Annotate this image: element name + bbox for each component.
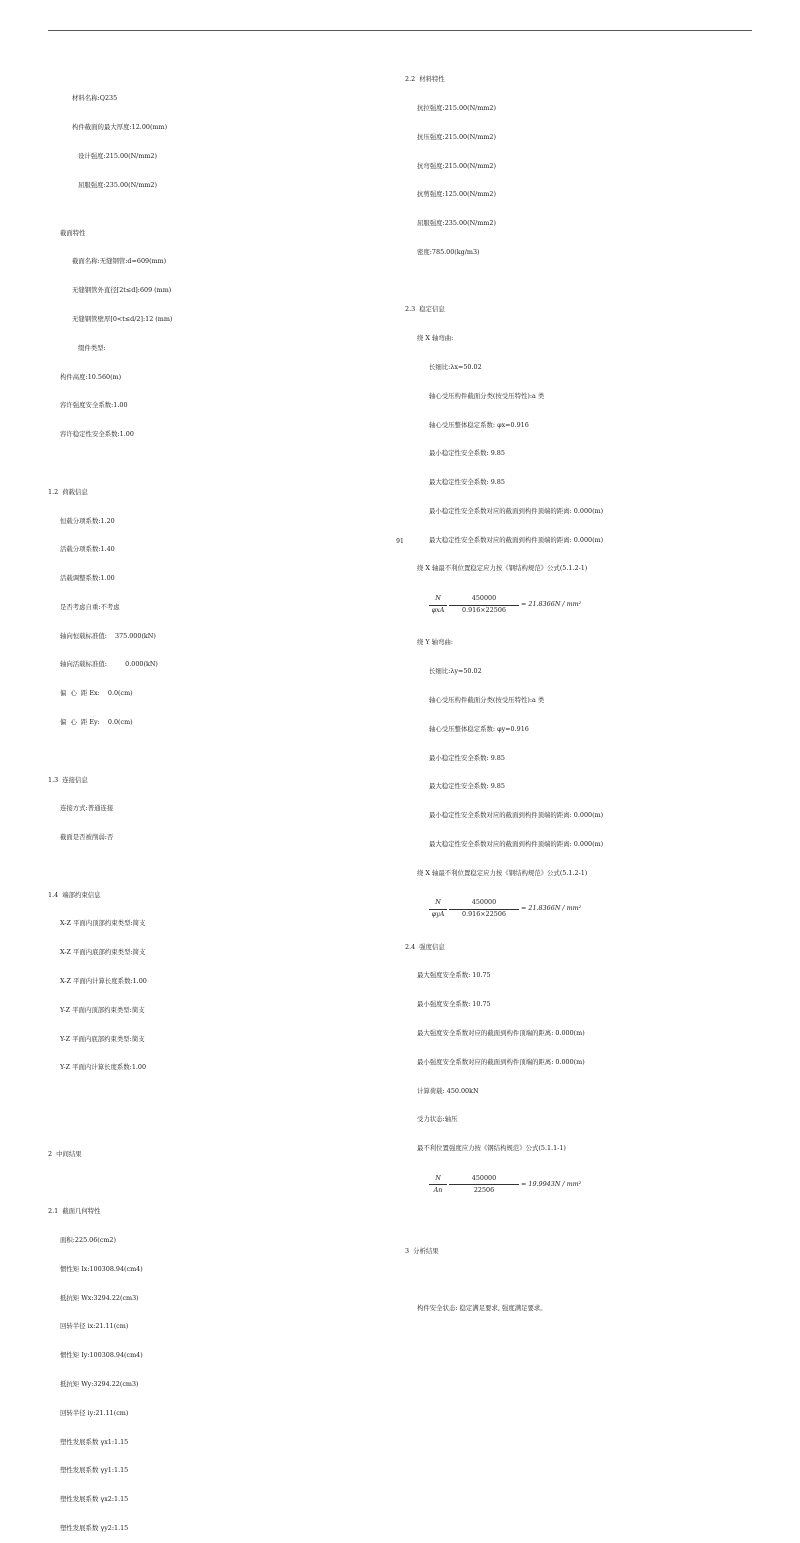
formula-lhs-num: N: [435, 1173, 441, 1182]
section-heading: 1.2 荷载信息: [48, 487, 88, 496]
subsection-title: 绕 X 轴弯曲:: [417, 334, 454, 343]
formula-den: 22506: [473, 1185, 495, 1194]
text-line: 无缝钢管壁厚[0<t≤d/2]:12 (mm): [72, 315, 173, 324]
text-line: 长细比:λy=50.02: [429, 667, 482, 676]
text-line: X-Z 平面内顶部约束类型:简支: [60, 919, 146, 928]
formula-lhs-num: N: [435, 898, 441, 907]
text-line: 密度:785.00(kg/m3): [417, 247, 480, 256]
formula-den: 0.916×22506: [462, 910, 506, 919]
formula-lhs-den: φyA: [431, 910, 445, 919]
text-line: 绕 X 轴最不利位置稳定应力按《钢结构规范》公式(5.1.2-1): [417, 868, 588, 877]
formula-num: 450000: [471, 898, 497, 907]
text-line: 计算荷载: 450.00kN: [417, 1086, 479, 1095]
text-line: 活载调整系数:1.00: [60, 574, 115, 583]
left-column: [48, 56, 388, 1543]
text-line: X-Z 平面内计算长度系数:1.00: [60, 977, 147, 985]
text-line: 最小稳定性安全系数: 9.85: [429, 753, 505, 762]
text-line: 面积:225.06(cm2): [60, 1236, 116, 1245]
text-line: 轴心受压构件截面分类(按受压特性):a 类: [429, 391, 545, 400]
text-line: 最小强度安全系数对应的截面到构件顶端的距离: 0.000(m): [417, 1057, 585, 1066]
text-line: 缀件类型:: [78, 343, 106, 352]
text-line: 材料名称:Q235: [72, 94, 118, 103]
text-line: 屈服强度:235.00(N/mm2): [78, 180, 157, 189]
text-line: 轴心受压整体稳定系数: φy=0.916: [429, 724, 529, 733]
text-line: 轴心受压构件截面分类(按受压特性):a 类: [429, 696, 545, 704]
section-heading: 2.3 稳定信息: [405, 305, 445, 314]
text-line: 最小稳定性安全系数对应的截面到构件顶端的距离: 0.000(m): [429, 811, 604, 820]
subsection-title: 截面特性: [60, 228, 86, 237]
text-line: 塑性发展系数 γy2:1.15: [60, 1523, 129, 1532]
text-line: Y-Z 平面内计算长度系数:1.00: [60, 1063, 147, 1072]
formula-result: = 21.8366N / mm²: [521, 904, 582, 913]
text-line: 抗拉强度:215.00(N/mm2): [417, 103, 496, 112]
text-line: 回转半径 iy:21.11(cm): [60, 1408, 129, 1417]
text-line: 轴心受压整体稳定系数: φx=0.916: [429, 420, 529, 429]
section-heading: 2.2 材料特性: [405, 75, 445, 84]
text-line: 抗弯强度:215.00(N/mm2): [417, 161, 496, 170]
text-line: 最大强度安全系数对应的截面到构件顶端的距离: 0.000(m): [417, 1029, 585, 1037]
text-line: 长细比:λx=50.02: [429, 363, 482, 371]
section-heading: 3 分析结果: [405, 1246, 439, 1255]
text-line: 抵抗矩 Wx:3294.22(cm3): [60, 1293, 139, 1302]
header-rule: [48, 30, 752, 31]
text-line: Y-Z 平面内底部约束类型:简支: [60, 1034, 145, 1043]
text-line: 最大强度安全系数: 10.75: [417, 971, 491, 980]
text-line: Y-Z 平面内顶部约束类型:简支: [60, 1005, 145, 1014]
text-line: 最小稳定性安全系数对应的截面到构件顶端的距离: 0.000(m): [429, 506, 604, 515]
formula-den: 0.916×22506: [462, 606, 506, 615]
text-line: 容许强度安全系数:1.00: [60, 401, 128, 410]
right-column: [405, 56, 755, 1324]
formula-strength: [405, 1173, 755, 1199]
text-line: 屈服强度:235.00(N/mm2): [417, 219, 496, 228]
text-line: 轴向活载标准值: 0.000(kN): [60, 660, 158, 669]
text-line: 抵抗矩 Wy:3294.22(cm3): [60, 1379, 139, 1388]
text-line: 塑性发展系数 γx1:1.15: [60, 1437, 129, 1446]
text-line: 截面是否被削弱:否: [60, 833, 114, 842]
text-line: 是否考虑自重:不考虑: [60, 602, 120, 611]
text-line: 活载分项系数:1.40: [60, 545, 115, 554]
text-line: 最大稳定性安全系数: 9.85: [429, 478, 505, 487]
text-line: 惯性矩 Iy:100308.94(cm4): [60, 1351, 143, 1360]
text-line: 惯性矩 Ix:100308.94(cm4): [60, 1264, 143, 1273]
formula-lhs-den: φxA: [431, 606, 445, 615]
text-line: 偏 心 距 Ex: 0.0(cm): [60, 689, 133, 698]
text-line: 最大稳定性安全系数对应的截面到构件顶端的距离: 0.000(m): [429, 535, 604, 544]
section-heading: 2.1 截面几何特性: [48, 1207, 101, 1216]
text-line: 连接方式:普通连接: [60, 804, 114, 813]
formula-y: [405, 897, 755, 923]
formula-lhs-den: An: [433, 1185, 443, 1194]
section-heading: 2 中间结果: [48, 1149, 82, 1158]
text-line: 受力状态:轴压: [417, 1115, 458, 1124]
text-line: 最大稳定性安全系数: 9.85: [429, 782, 505, 791]
formula-result: = 19.9943N / mm²: [521, 1179, 582, 1188]
text-line: 绕 X 轴最不利位置稳定应力按《钢结构规范》公式(5.1.2-1): [417, 564, 588, 573]
text-line: 塑性发展系数 γy1:1.15: [60, 1466, 129, 1475]
text-line: 构件截面的最大厚度:12.00(mm): [72, 123, 168, 132]
text-line: 构件高度:10.560(m): [60, 372, 122, 381]
text-line: 塑性发展系数 γx2:1.15: [60, 1495, 129, 1504]
text-line: 最小强度安全系数: 10.75: [417, 1000, 491, 1009]
formula-lhs-num: N: [435, 594, 441, 603]
text-line: 最小稳定性安全系数: 9.85: [429, 449, 505, 458]
text-line: 无缝钢管外直径[2t≤d]:609 (mm): [72, 286, 172, 295]
text-line: 最不利位置强度应力按《钢结构规范》公式(5.1.1-1): [417, 1144, 566, 1153]
text-line: 恒载分项系数:1.20: [60, 516, 115, 525]
section-heading: 1.4 端部约束信息: [48, 890, 101, 899]
text-line: 抗压强度:215.00(N/mm2): [417, 132, 496, 141]
section-heading: 1.3 连接信息: [48, 775, 88, 784]
formula-num: 450000: [471, 1173, 497, 1182]
text-line: X-Z 平面内底部约束类型:简支: [60, 948, 146, 957]
text-line: 回转半径 ix:21.11(cm): [60, 1322, 129, 1331]
text-line: 抗剪强度:125.00(N/mm2): [417, 190, 496, 199]
formula-result: = 21.8366N / mm²: [521, 600, 582, 609]
text-line: 容许稳定性安全系数:1.00: [60, 430, 134, 439]
page-number: 91: [396, 538, 404, 545]
text-line: 最大稳定性安全系数对应的截面到构件顶端的距离: 0.000(m): [429, 839, 604, 848]
material-block: [48, 75, 388, 209]
subsection-title: 绕 Y 轴弯曲:: [417, 638, 453, 647]
text-line: 轴向恒载标准值: 375.000(kN): [60, 631, 156, 640]
formula-x: [405, 593, 755, 619]
text-line: 偏 心 距 Ey: 0.0(cm): [60, 717, 133, 726]
text-line: 设计强度:215.00(N/mm2): [78, 151, 157, 160]
formula-num: 450000: [471, 594, 497, 603]
section-heading: 2.4 强度信息: [405, 942, 445, 951]
text-line: 截面名称:无缝钢管:d=609(mm): [72, 257, 167, 266]
result-text: 构件安全状态: 稳定满足要求, 强度满足要求。: [417, 1304, 547, 1313]
